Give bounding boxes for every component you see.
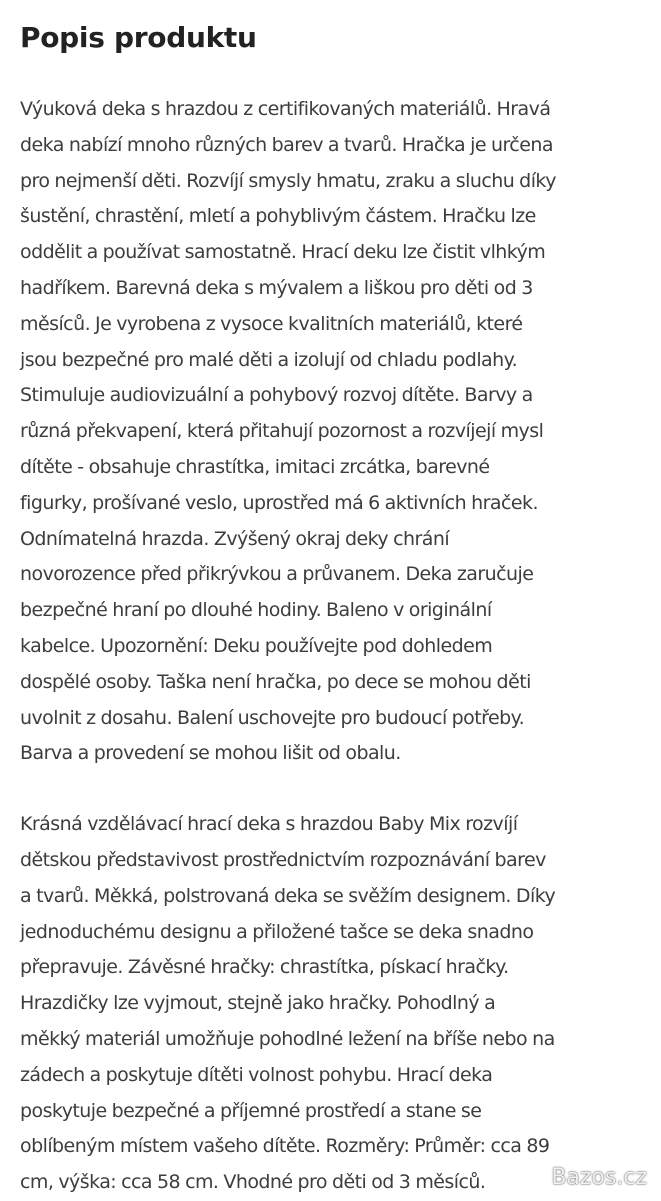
description-paragraph-1: Výuková deka s hrazdou z certifikovaných materiálů. Hravá deka nabízí mnoho různých barev a tvarů. Hračka je určena pro nejmenší děti. Rozvíjí smysly hmatu, zraku a sluchu díky šustění, chrastění, mletí a pohyblivým částem. Hračku lze oddělit a používat samostatně. Hrací deku lze čistit vlhkým hadříkem. Barevná deka s mývalem a liškou pro děti od 3 měsíců. Je vyrobena z vysoce kvalitních materiálů, které jsou bezpečné pro malé děti a izolují od chladu podlahy. Stimuluje audiovizuální a pohybový rozvoj dítěte. Barvy a různá překvapení, která přitahují pozornost a rozvíjejí mysl dítěte - obsahuje chrastítka, imitaci zrcátka, barevné figurky, prošívané veslo, uprostřed má 6 aktivních hraček. Odnímatelná hrazda. Zvýšený okraj deky chrání novorozence před přikrývkou a průvanem. Deka zaručuje bezpečné hraní po dlouhé hodiny. Baleno v originální kabelce. Upozornění: Deku používejte pod dohledem dospělé osoby. Taška není hračka, po dece se mohou děti uvolnit z dosahu. Balení uschovejte pro budoucí potřeby. Barva a provedení se mohou lišit od obalu.	[20, 98, 556, 765]
bazos-logo-icon	[521, 1164, 547, 1190]
description-paragraph-2: Krásná vzdělávací hrací deka s hrazdou Baby Mix rozvíjí dětskou představivost prostřednictvím rozpoznávání barev a tvarů. Měkká, polstrovaná deka se svěžím designem. Díky jednoduchému designu a přiložené tašce se deka snadno přepravuje. Závěsné hračky: chrastítka, pískací hračky. Hrazdičky lze vyjmout, stejně jako hračky. Pohodlný a měkký materiál umožňuje pohodlné ležení na bříše nebo na zádech a poskytuje dítěti volnost pohybu. Hrací deka poskytuje bezpečné a příjemné prostředí a stane se oblíbeným místem vašeho dítěte. Rozměry: Průměr: cca 89 cm, výška: cca 58 cm. Vhodné pro děti od 3 měsíců.	[20, 813, 556, 1194]
watermark-text: Bazos.cz	[551, 1164, 647, 1190]
product-description-section	[20, 18, 645, 1201]
watermark	[521, 1164, 647, 1190]
section-title: Popis produktu	[20, 21, 257, 54]
